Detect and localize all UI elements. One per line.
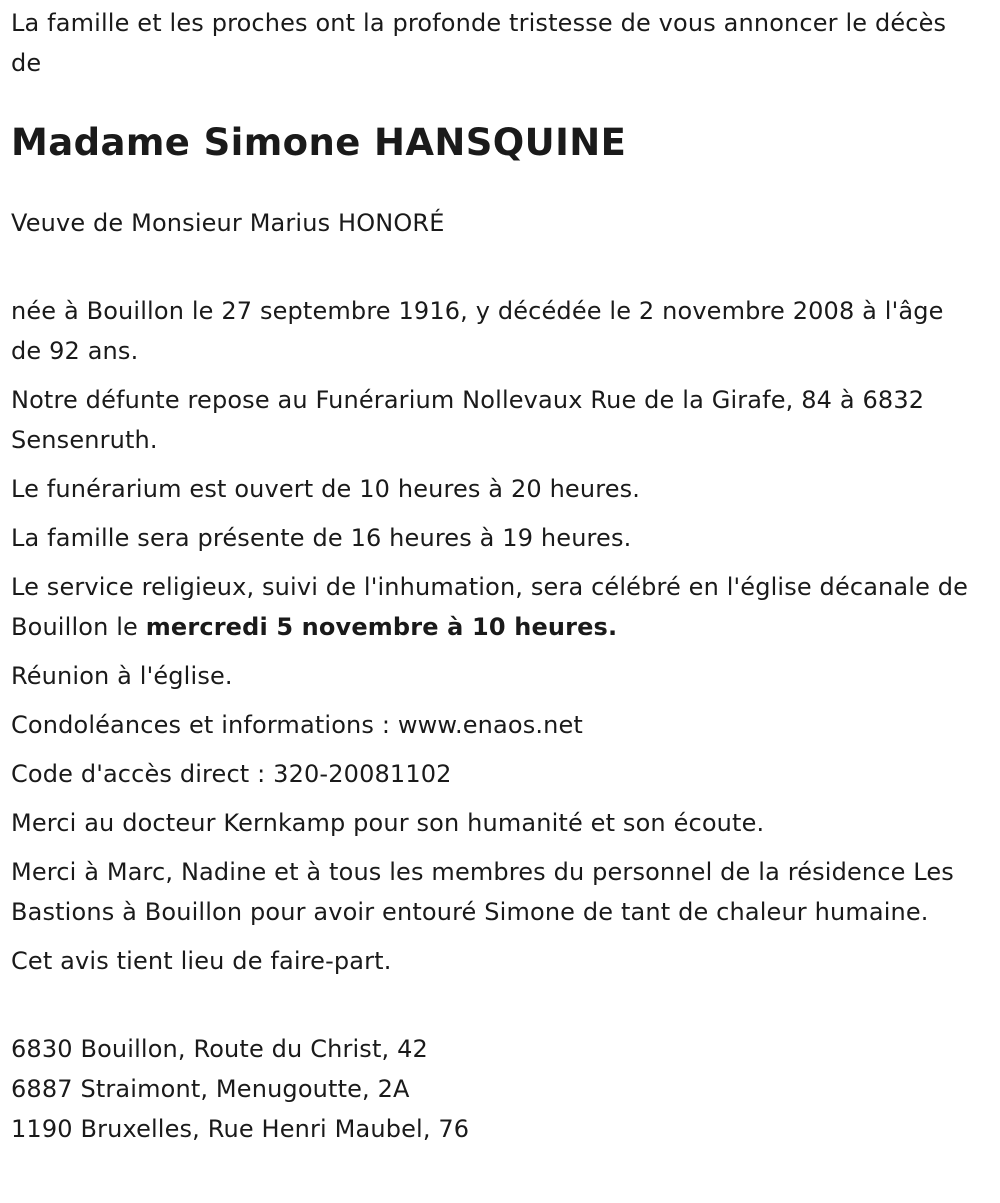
address-line: 6830 Bouillon, Route du Christ, 42 xyxy=(11,1035,428,1063)
notice-text: Cet avis tient lieu de faire-part. xyxy=(11,947,392,975)
deceased-name: Madame Simone HANSQUINE xyxy=(11,121,627,164)
widow-of-text: Veuve de Monsieur Marius HONORÉ xyxy=(11,209,445,237)
service-description: Le service religieux, suivi de l'inhumation, sera célébré en l'église décanale de Bouillon le xyxy=(11,573,969,641)
address-list xyxy=(11,1029,970,1149)
service-date-emphasis: mercredi 5 novembre à 10 heures. xyxy=(145,613,618,641)
resting-place-text: Notre défunte repose au Funérarium Nollevaux Rue de la Girafe, 84 à 6832 Sensenruth. xyxy=(11,386,925,454)
funeral-home-hours-text: Le funérarium est ouvert de 10 heures à 20 heures. xyxy=(11,475,641,503)
address-line: 6887 Straimont, Menugoutte, 2A xyxy=(11,1075,410,1103)
birth-death-text: née à Bouillon le 27 septembre 1916, y décédée le 2 novembre 2008 à l'âge de 92 ans. xyxy=(11,297,944,365)
meeting-text: Réunion à l'église. xyxy=(11,662,233,690)
family-presence-text: La famille sera présente de 16 heures à 19 heures. xyxy=(11,524,632,552)
access-code-text: Code d'accès direct : 320-20081102 xyxy=(11,760,452,788)
thanks-staff-text: Merci à Marc, Nadine et à tous les membres du personnel de la résidence Les Bastions à Bouillon pour avoir entouré Simone de tant de chaleur humaine. xyxy=(11,858,954,926)
address-line: 1190 Bruxelles, Rue Henri Maubel, 76 xyxy=(11,1115,470,1143)
intro-text: La famille et les proches ont la profonde tristesse de vous annoncer le décès de xyxy=(11,9,947,77)
condolences-text: Condoléances et informations : www.enaos.net xyxy=(11,711,583,739)
thanks-doctor-text: Merci au docteur Kernkamp pour son humanité et son écoute. xyxy=(11,809,765,837)
religious-service-text xyxy=(11,567,970,647)
